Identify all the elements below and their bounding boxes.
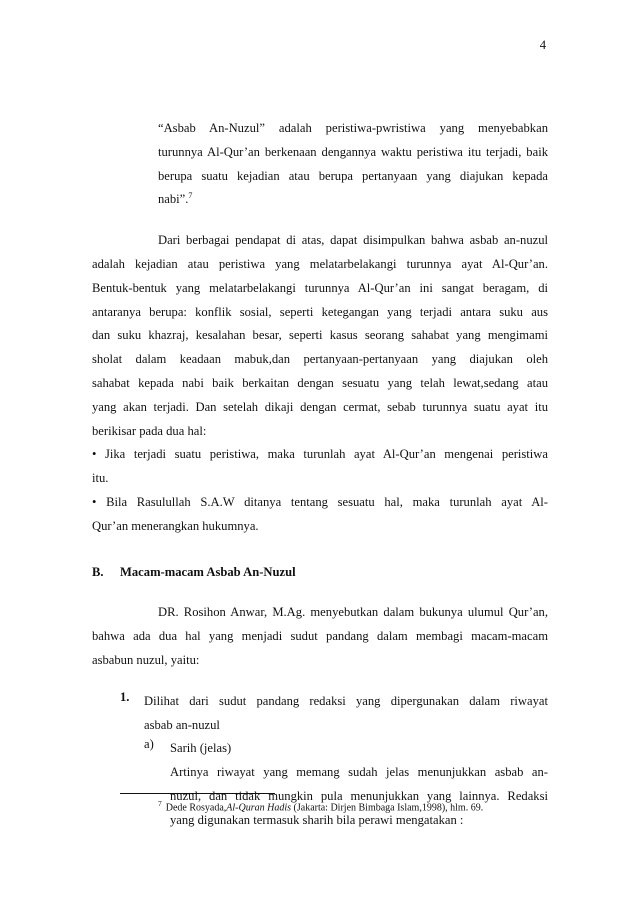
quote-block: [158, 117, 548, 212]
document-body: [92, 117, 548, 833]
section-letter: B.: [92, 564, 104, 579]
list-line: asbab an-nuzul: [144, 717, 220, 732]
paragraph-line: DR. Rosihon Anwar, M.Ag. menyebutkan dalam bukunya ulumul Qur’an,: [158, 605, 548, 620]
footnote: [158, 799, 483, 813]
bullet-list: [92, 443, 548, 538]
sub-item-label: a): [144, 737, 154, 752]
section-title: Macam-macam Asbab An-Nuzul: [120, 564, 296, 579]
quote-line: “Asbab An-Nuzul” adalah peristiwa-pwristiwa yang menyebabkan: [158, 121, 548, 135]
paragraph-line: Dari berbagai pendapat di atas, dapat disimpulkan bahwa asbab an-nuzul: [158, 233, 548, 248]
quote-line: nabi”.$^7$: [158, 191, 193, 207]
quote-line: turunnya Al-Qur’an berkenaan dengannya waktu peristiwa itu terjadi, baik: [158, 144, 548, 159]
paragraph-line: adalah kejadian atau peristiwa yang melatarbelakangi turunnya ayat Al-Qur’an.: [92, 256, 548, 271]
quote-line: berupa suatu kejadian atau berupa pertanyaan yang diajukan kepada: [158, 168, 548, 183]
footnote-book: Al-Quran Hadis: [226, 802, 292, 814]
paragraph-line: sahabat kepada nabi baik berkaitan dengan sesuatu yang telah lewat,sedang atau: [92, 375, 548, 390]
bullet-line: • Jika terjadi suatu peristiwa, maka turunlah ayat Al-Qur’an mengenai peristiwa: [92, 447, 548, 462]
paragraph-line: dan suku khazraj, kesalahan besar, seperti kasus seorang sahabat yang mengimami: [92, 328, 548, 343]
page-number: 4: [539, 38, 546, 52]
paragraph-line: yang akan terjadi. Dan setelah dikaji dengan cermat, sebab turunnya suatu ayat itu: [92, 399, 548, 414]
bullet-line: • Bila Rasulullah S.A.W ditanya tentang sesuatu hal, maka turunlah ayat Al-: [92, 494, 548, 509]
list-line: Dilihat dari sudut pandang redaksi yang dipergunakan dalam riwayat: [144, 693, 548, 708]
paragraph-rosihon: [92, 601, 548, 672]
paragraph-line: bahwa ada dua hal yang menjadi sudut pandang dalam membagi macam-macam: [92, 629, 548, 644]
sub-item-line: nuzul, dan tidak mungkin pula menunjukkan yang lainnya. Redaksi: [170, 788, 548, 803]
paragraph-line: asbabun nuzul, yaitu:: [92, 652, 200, 667]
bullet-line: Qur’an menerangkan hukumnya.: [92, 518, 259, 533]
footnote-author: Dede Rosyada,: [165, 802, 227, 814]
paragraph-conclusion: [92, 229, 548, 443]
paragraph-line: sholat dalam keadaan mabuk,dan pertanyaan-pertanyaan yang diajukan oleh: [92, 352, 548, 367]
footnote-divider: [120, 793, 275, 794]
paragraph-line: antaranya berupa: konflik sosial, seperti ketegangan yang terjadi antara suku aus: [92, 304, 548, 319]
sub-item-line: yang digunakan termasuk sharih bila perawi mengatakan :: [170, 812, 464, 827]
paragraph-line: berikisar pada dua hal:: [92, 423, 207, 438]
list-item: [120, 690, 548, 738]
footnote-number: 7: [158, 799, 162, 808]
sub-item: [144, 737, 548, 832]
footnote-details: (Jakarta: Dirjen Bimbaga Islam,1998), hlm. 69.: [293, 802, 484, 814]
section-heading: [92, 561, 548, 585]
bullet-line: itu.: [92, 471, 109, 486]
sub-item-line: Artinya riwayat yang memang sudah jelas menunjukkan asbab an-: [170, 765, 548, 780]
footnote-ref: 7: [188, 191, 193, 201]
paragraph-line: Bentuk-bentuk yang melatarbelakangi turunnya Al-Qur’an ini sangat beragam, di: [92, 280, 548, 295]
sub-item-title: Sarih (jelas): [170, 741, 232, 756]
list-number: 1.: [120, 689, 130, 704]
